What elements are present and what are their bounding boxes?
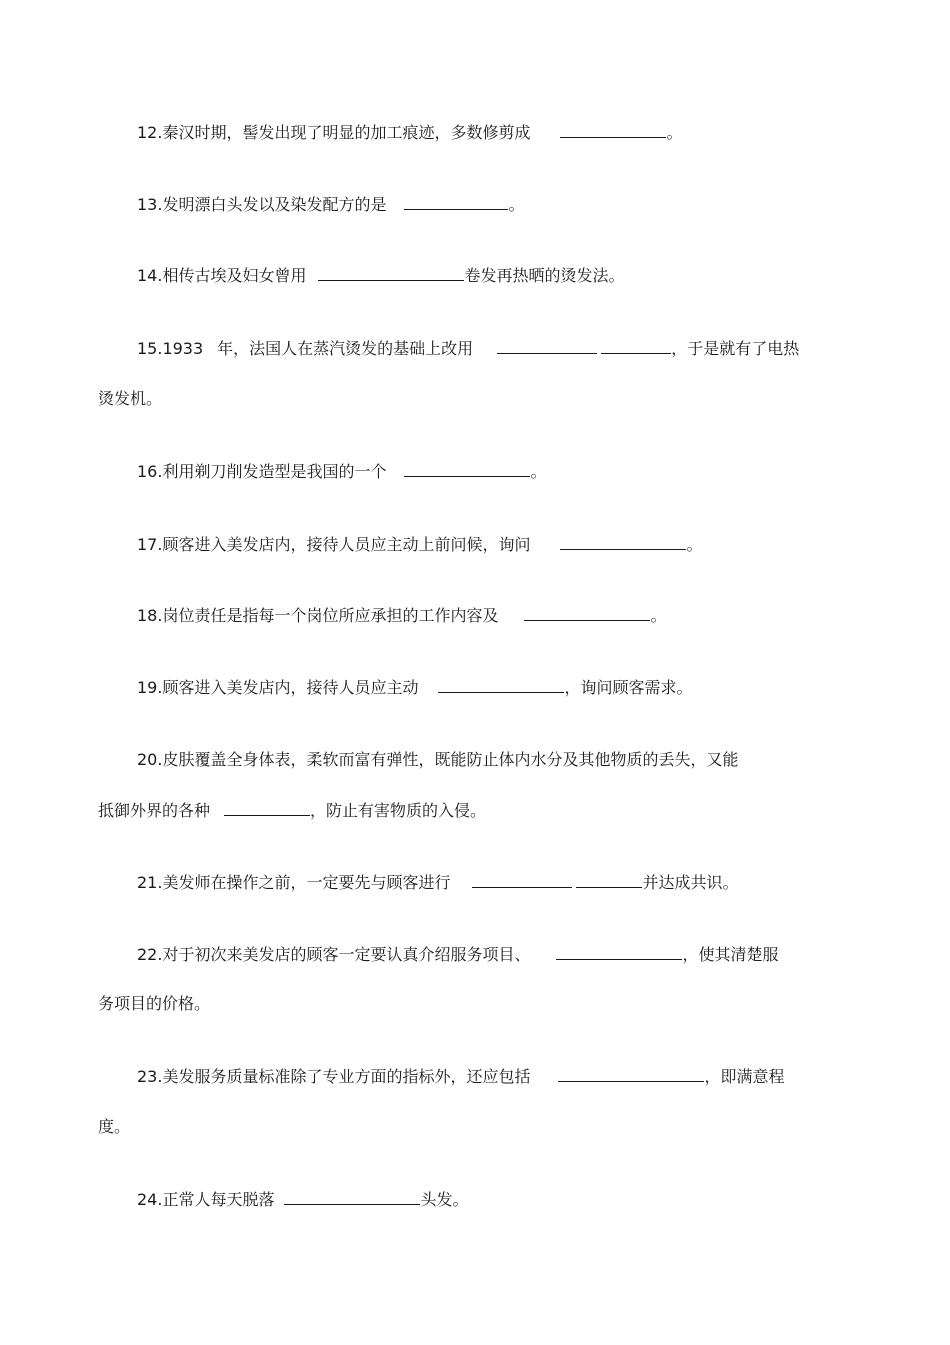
question-22-continuation xyxy=(98,994,210,1014)
question-text: 烫发机。 xyxy=(98,389,163,408)
question-number: 15.1933 xyxy=(137,339,204,358)
question-text-end: 。 xyxy=(650,606,667,625)
answer-blank[interactable] xyxy=(318,265,464,281)
question-number: 14. xyxy=(137,266,163,285)
question-number: 24. xyxy=(137,1190,163,1209)
answer-blank[interactable] xyxy=(404,461,530,477)
question-text-end: 并达成共识。 xyxy=(642,873,739,892)
question-16 xyxy=(137,461,546,482)
question-text-end: 卷发再热晒的烫发法。 xyxy=(464,266,625,285)
question-text: 抵御外界的各种 xyxy=(98,801,211,820)
answer-blank[interactable] xyxy=(560,122,666,138)
question-number: 23. xyxy=(137,1067,163,1086)
answer-blank[interactable] xyxy=(284,1189,420,1205)
question-text-end: ，使其清楚服 xyxy=(682,945,779,964)
question-21 xyxy=(137,872,738,893)
question-number: 21. xyxy=(137,873,163,892)
question-number: 12. xyxy=(137,123,163,142)
question-number: 20. xyxy=(137,750,163,769)
question-23-continuation xyxy=(98,1117,130,1137)
question-number: 17. xyxy=(137,535,163,554)
question-number: 19. xyxy=(137,678,163,697)
answer-blank[interactable] xyxy=(601,338,671,354)
question-number: 18. xyxy=(137,606,163,625)
question-text: 岗位责任是指每一个岗位所应承担的工作内容及 xyxy=(162,606,499,625)
answer-blank[interactable] xyxy=(224,800,310,816)
question-13 xyxy=(137,194,524,215)
question-15 xyxy=(137,338,799,359)
question-text: 利用剃刀削发造型是我国的一个 xyxy=(162,462,387,481)
question-text: 顾客进入美发店内，接待人员应主动上前问候，询问 xyxy=(162,535,531,554)
question-24 xyxy=(137,1189,468,1210)
question-text: 年，法国人在蒸汽烫发的基础上改用 xyxy=(217,339,474,358)
question-18 xyxy=(137,605,666,626)
question-22 xyxy=(137,944,778,965)
answer-blank[interactable] xyxy=(497,338,597,354)
answer-blank[interactable] xyxy=(472,872,572,888)
answer-blank[interactable] xyxy=(558,1066,704,1082)
question-14 xyxy=(137,265,624,286)
question-text-end: 。 xyxy=(508,195,525,214)
question-15-continuation xyxy=(98,389,162,409)
question-text: 相传古埃及妇女曾用 xyxy=(162,266,307,285)
question-text-end: ，即满意程 xyxy=(704,1067,785,1086)
question-text: 皮肤覆盖全身体表，柔软而富有弹性，既能防止体内水分及其他物质的丢失，又能 xyxy=(162,750,739,769)
question-text: 秦汉时期，髻发出现了明显的加工痕迹，多数修剪成 xyxy=(162,123,531,142)
question-text-end: ，于是就有了电热 xyxy=(671,339,800,358)
question-number: 16. xyxy=(137,462,163,481)
question-text: 美发师在操作之前，一定要先与顾客进行 xyxy=(162,873,451,892)
question-12 xyxy=(137,122,682,143)
question-19 xyxy=(137,677,692,698)
answer-blank[interactable] xyxy=(556,944,682,960)
answer-blank[interactable] xyxy=(560,534,686,550)
question-text-end: ，防止有害物质的入侵。 xyxy=(310,801,487,820)
question-number: 13. xyxy=(137,195,163,214)
question-text-end: ，询问顾客需求。 xyxy=(564,678,693,697)
question-text: 对于初次来美发店的顾客一定要认真介绍服务项目、 xyxy=(162,945,531,964)
question-text-end: 头发。 xyxy=(420,1190,469,1209)
question-text: 正常人每天脱落 xyxy=(162,1190,275,1209)
question-text: 美发服务质量标准除了专业方面的指标外，还应包括 xyxy=(162,1067,531,1086)
question-text: 度。 xyxy=(98,1117,131,1136)
question-text: 务项目的价格。 xyxy=(98,994,211,1013)
question-text: 顾客进入美发店内，接待人员应主动 xyxy=(162,678,419,697)
question-23 xyxy=(137,1066,784,1087)
question-17 xyxy=(137,534,702,555)
question-text: 发明漂白头发以及染发配方的是 xyxy=(162,195,387,214)
answer-blank[interactable] xyxy=(524,605,650,621)
question-20-continuation xyxy=(98,800,486,821)
answer-blank[interactable] xyxy=(576,872,642,888)
question-text-end: 。 xyxy=(530,462,547,481)
question-text-end: 。 xyxy=(686,535,703,554)
answer-blank[interactable] xyxy=(404,194,508,210)
question-20 xyxy=(137,750,738,770)
answer-blank[interactable] xyxy=(438,677,564,693)
question-number: 22. xyxy=(137,945,163,964)
question-text-end: 。 xyxy=(666,123,683,142)
